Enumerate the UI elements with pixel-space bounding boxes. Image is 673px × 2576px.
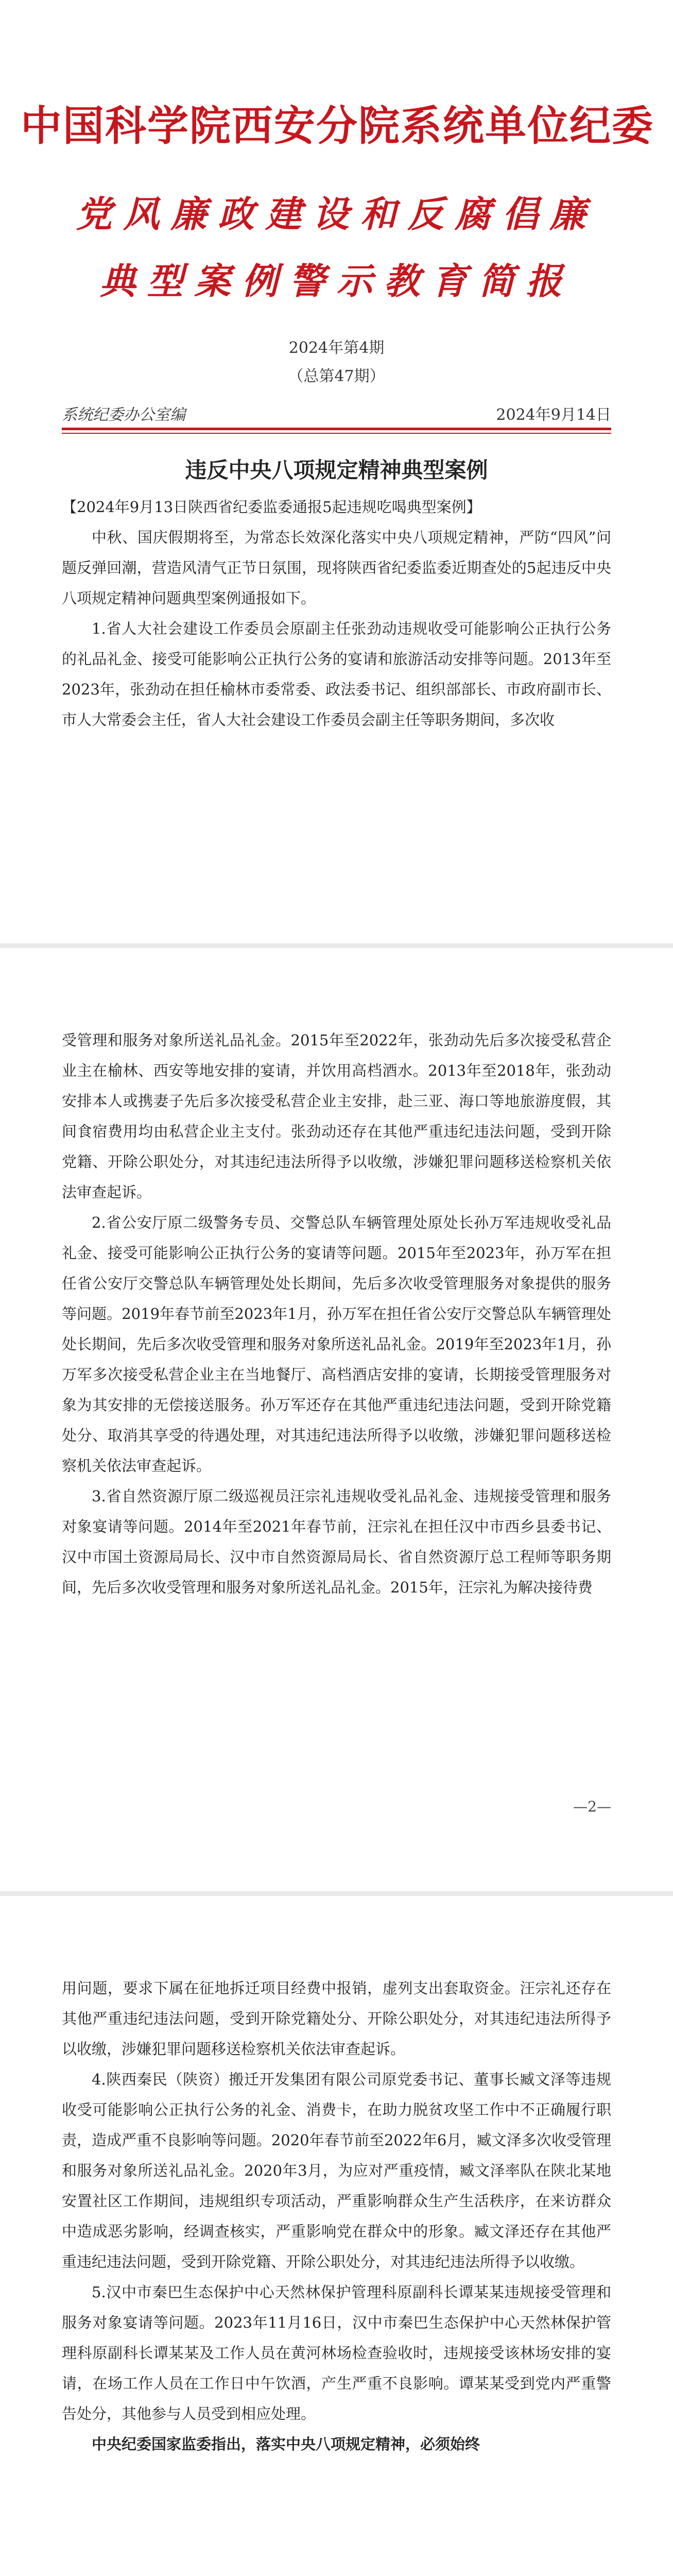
page-1 bbox=[0, 0, 673, 948]
paragraph: 5.汉中市秦巴生态保护中心天然林保护管理科原副科长谭某某违规接受管理和服务对象宴请等问题。2023年11月16日，汉中市秦巴生态保护中心天然林保护管理科原副科长谭某某及工作人员在黄河林场检查验收时，违规接受该林场安排的宴请，在场工作人员在工作日中午饮酒，产生严重不良影响。谭某某受到党内严重警告处分，其他参与人员受到相应处理。 bbox=[62, 2283, 611, 2422]
paragraph: 3.省自然资源厅原二级巡视员汪宗礼违规收受礼品礼金、违规接受管理和服务对象宴请等问题。2014年至2021年春节前，汪宗礼在担任汉中市西乡县委书记、汉中市国土资源局局长、汉中市自然资源局局长、省自然资源厅总工程师等职务期间，先后多次收受管理和服务对象所送礼品礼金。2015年，汪宗礼为解决接待费 bbox=[62, 1487, 611, 1596]
issue-date: 2024年9月14日 bbox=[496, 406, 611, 424]
red-rule-thin bbox=[62, 433, 611, 434]
page2-body bbox=[62, 1025, 611, 1603]
closing-paragraph: 中央纪委国家监委指出，落实中央八项规定精神，必须始终 bbox=[92, 2435, 480, 2453]
brief-title-line1: 党风廉政建设和反腐倡廉 bbox=[76, 193, 597, 235]
paragraph: 受管理和服务对象所送礼品礼金。2015年至2022年，张劲动先后多次接受私营企业主在榆林、西安等地安排的宴请，并饮用高档酒水。2013年至2018年，张劲动安排本人或携妻子先后多次接受私营企业主安排，赴三亚、海口等地旅游度假，其间食宿费用均由私营企业主支付。张劲动还存在其他严重违纪违法问题，受到开除党籍、开除公职处分，对其违纪违法所得予以收缴，涉嫌犯罪问题移送检察机关依法审查起诉。 bbox=[62, 1031, 611, 1201]
page3-body bbox=[62, 1973, 611, 2460]
editor-label: 系统纪委办公室编 bbox=[62, 406, 185, 424]
paragraph: 中秋、国庆假期将至，为常态长效深化落实中央八项规定精神，严防“四风”问题反弹回潮，营造风清气正节日氛围，现将陕西省纪委监委近期查处的5起违反中央八项规定精神问题典型案例通报如下。 bbox=[62, 529, 611, 607]
page-3 bbox=[0, 1896, 673, 2576]
brief-title-line2: 典型案例警示教育简报 bbox=[99, 260, 574, 302]
page1-body bbox=[62, 492, 611, 735]
red-rule-thick bbox=[62, 428, 611, 430]
paragraph: 【2024年9月13日陕西省纪委监委通报5起违规吃喝典型案例】 bbox=[62, 498, 481, 516]
org-title: 中国科学院西安分院系统单位纪委 bbox=[21, 101, 654, 150]
paragraph: 2.省公安厅原二级警务专员、交警总队车辆管理处原处长孙万军违规收受礼品礼金、接受可能影响公正执行公务的宴请等问题。2015年至2023年，孙万军在担任省公安厅交警总队车辆管理处处长期间，先后多次收受管理服务对象提供的服务等问题。2019年春节前至2023年1月，孙万军在担任省公安厅交警总队车辆管理处处长期间，先后多次收受管理和服务对象所送礼品礼金。2019年至2023年1月，孙万军多次接受私营企业主在当地餐厅、高档酒店安排的宴请，长期接受管理服务对象为其安排的无偿接送服务。孙万军还存在其他严重违纪违法问题，受到开除党籍处分、取消其享受的待遇处理，对其违纪违法所得予以收缴，涉嫌犯罪问题移送检察机关依法审查起诉。 bbox=[62, 1214, 611, 1475]
paragraph: 4.陕西秦民（陕资）搬迁开发集团有限公司原党委书记、董事长臧文泽等违规收受可能影响公正执行公务的礼金、消费卡，在助力脱贫攻坚工作中不正确履行职责，造成严重不良影响等问题。2020年春节前至2022年6月，臧文泽多次收受管理和服务对象所送礼品礼金。2020年3月，为应对严重疫情，臧文泽率队在陕北某地安置社区工作期间，违规组织专项活动，严重影响群众生产生活秩序，在来访群众中造成恶劣影响，经调查核实，严重影响党在群众中的形象。臧文泽还存在其他严重违纪违法问题，受到开除党籍、开除公职处分，对其违纪违法所得予以收缴。 bbox=[62, 2071, 611, 2270]
page-number: —2— bbox=[573, 1798, 611, 1815]
total-issue-number: （总第47期） bbox=[288, 367, 385, 385]
paragraph: 1.省人大社会建设工作委员会原副主任张劲动违规收受可能影响公正执行公务的礼品礼金、接受可能影响公正执行公务的宴请和旅游活动安排等问题。2013年至2023年，张劲动在担任榆林市委常委、政法委书记、组织部部长、市政府副市长、市人大常委会主任，省人大社会建设工作委员会副主任等职务期间，多次收 bbox=[62, 620, 611, 728]
paragraph: 用问题，要求下属在征地拆迁项目经费中报销，虚列支出套取资金。汪宗礼还存在其他严重违纪违法问题，受到开除党籍处分、开除公职处分，对其违纪违法所得予以收缴，涉嫌犯罪问题移送检察机关依法审查起诉。 bbox=[62, 1979, 611, 2058]
page-2 bbox=[0, 948, 673, 1896]
issue-number: 2024年第4期 bbox=[288, 339, 385, 357]
section-title: 违反中央八项规定精神典型案例 bbox=[185, 457, 488, 483]
